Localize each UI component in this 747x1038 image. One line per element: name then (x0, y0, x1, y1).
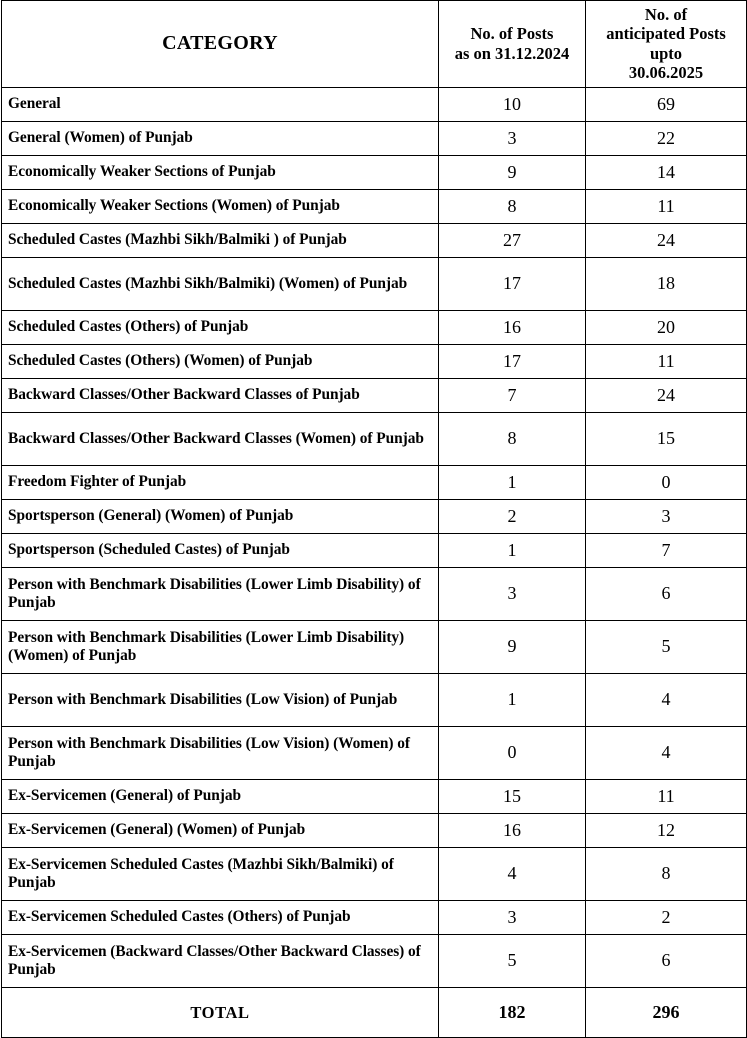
cell-current-posts: 27 (439, 223, 586, 257)
cell-anticipated-posts: 24 (586, 378, 747, 412)
table-row (2, 412, 747, 465)
header-row (2, 1, 747, 88)
cell-category: Ex-Servicemen Scheduled Castes (Mazhbi Sikh/Balmiki) of Punjab (2, 847, 439, 900)
cell-current-posts: 1 (439, 533, 586, 567)
table-row (2, 223, 747, 257)
total-current-posts: 182 (439, 987, 586, 1037)
total-anticipated-posts: 296 (586, 987, 747, 1037)
cell-category: Sportsperson (Scheduled Castes) of Punjab (2, 533, 439, 567)
cell-current-posts: 1 (439, 673, 586, 726)
cell-current-posts: 8 (439, 189, 586, 223)
cell-anticipated-posts: 20 (586, 310, 747, 344)
table-row (2, 934, 747, 987)
cell-category: Sportsperson (General) (Women) of Punjab (2, 499, 439, 533)
cell-category: Backward Classes/Other Backward Classes (Women) of Punjab (2, 412, 439, 465)
cell-category: General (Women) of Punjab (2, 121, 439, 155)
column-header-current-posts-line-1: No. of Posts (470, 24, 554, 44)
cell-anticipated-posts: 22 (586, 121, 747, 155)
table-row (2, 344, 747, 378)
column-header-current-posts (439, 1, 586, 88)
column-header-anticipated-posts-line-4: 30.06.2025 (628, 63, 704, 83)
cell-current-posts: 9 (439, 155, 586, 189)
cell-category: Ex-Servicemen (General) (Women) of Punjab (2, 813, 439, 847)
cell-current-posts: 16 (439, 310, 586, 344)
cell-current-posts: 17 (439, 344, 586, 378)
cell-anticipated-posts: 11 (586, 189, 747, 223)
cell-anticipated-posts: 6 (586, 934, 747, 987)
cell-anticipated-posts: 7 (586, 533, 747, 567)
table-row (2, 87, 747, 121)
cell-category: Backward Classes/Other Backward Classes of Punjab (2, 378, 439, 412)
cell-anticipated-posts: 11 (586, 779, 747, 813)
cell-anticipated-posts: 18 (586, 257, 747, 310)
table-row (2, 847, 747, 900)
cell-current-posts: 7 (439, 378, 586, 412)
cell-anticipated-posts: 11 (586, 344, 747, 378)
cell-anticipated-posts: 6 (586, 567, 747, 620)
cell-current-posts: 10 (439, 87, 586, 121)
cell-anticipated-posts: 4 (586, 673, 747, 726)
column-header-anticipated-posts-line-2: anticipated Posts (606, 24, 726, 44)
cell-current-posts: 3 (439, 567, 586, 620)
table-row (2, 378, 747, 412)
table-header (2, 1, 747, 88)
column-header-current-posts-line-2: as on 31.12.2024 (454, 43, 570, 63)
table-row (2, 533, 747, 567)
cell-current-posts: 5 (439, 934, 586, 987)
table-row (2, 900, 747, 934)
cell-category: Freedom Fighter of Punjab (2, 465, 439, 499)
cell-current-posts: 17 (439, 257, 586, 310)
cell-current-posts: 2 (439, 499, 586, 533)
cell-category: Person with Benchmark Disabilities (Lower Limb Disability) of Punjab (2, 567, 439, 620)
cell-anticipated-posts: 15 (586, 412, 747, 465)
cell-category: Scheduled Castes (Mazhbi Sikh/Balmiki ) of Punjab (2, 223, 439, 257)
cell-anticipated-posts: 12 (586, 813, 747, 847)
cell-category: Person with Benchmark Disabilities (Low Vision) (Women) of Punjab (2, 726, 439, 779)
table-row (2, 673, 747, 726)
cell-current-posts: 4 (439, 847, 586, 900)
cell-category: Person with Benchmark Disabilities (Lower Limb Disability) (Women) of Punjab (2, 620, 439, 673)
cell-anticipated-posts: 8 (586, 847, 747, 900)
cell-category: Ex-Servicemen Scheduled Castes (Others) of Punjab (2, 900, 439, 934)
cell-anticipated-posts: 14 (586, 155, 747, 189)
table-row (2, 155, 747, 189)
posts-by-category-table (1, 0, 747, 1038)
cell-category: Scheduled Castes (Others) of Punjab (2, 310, 439, 344)
table-row (2, 499, 747, 533)
cell-anticipated-posts: 3 (586, 499, 747, 533)
cell-category: Economically Weaker Sections (Women) of Punjab (2, 189, 439, 223)
cell-current-posts: 0 (439, 726, 586, 779)
cell-anticipated-posts: 24 (586, 223, 747, 257)
cell-category: Economically Weaker Sections of Punjab (2, 155, 439, 189)
table-row (2, 189, 747, 223)
cell-category: Ex-Servicemen (General) of Punjab (2, 779, 439, 813)
cell-category: Scheduled Castes (Others) (Women) of Punjab (2, 344, 439, 378)
cell-current-posts: 16 (439, 813, 586, 847)
table-total-row (2, 987, 747, 1037)
cell-anticipated-posts: 69 (586, 87, 747, 121)
column-header-category: CATEGORY (2, 1, 439, 88)
cell-anticipated-posts: 2 (586, 900, 747, 934)
cell-current-posts: 1 (439, 465, 586, 499)
cell-current-posts: 3 (439, 900, 586, 934)
cell-current-posts: 9 (439, 620, 586, 673)
cell-anticipated-posts: 5 (586, 620, 747, 673)
table-row (2, 310, 747, 344)
cell-category: Scheduled Castes (Mazhbi Sikh/Balmiki) (Women) of Punjab (2, 257, 439, 310)
table-row (2, 620, 747, 673)
table-row (2, 779, 747, 813)
column-header-anticipated-posts (586, 1, 747, 88)
column-header-anticipated-posts-line-1: No. of (644, 5, 688, 24)
cell-category: General (2, 87, 439, 121)
cell-anticipated-posts: 0 (586, 465, 747, 499)
cell-category: Ex-Servicemen (Backward Classes/Other Backward Classes) of Punjab (2, 934, 439, 987)
table-row (2, 567, 747, 620)
table-row (2, 121, 747, 155)
table-body (2, 87, 747, 1037)
cell-current-posts: 15 (439, 779, 586, 813)
table-row (2, 257, 747, 310)
cell-anticipated-posts: 4 (586, 726, 747, 779)
total-label: TOTAL (2, 987, 439, 1037)
column-header-anticipated-posts-line-3: upto (649, 43, 683, 63)
cell-category: Person with Benchmark Disabilities (Low Vision) of Punjab (2, 673, 439, 726)
table-row (2, 465, 747, 499)
cell-current-posts: 3 (439, 121, 586, 155)
table-row (2, 813, 747, 847)
table-row (2, 726, 747, 779)
cell-current-posts: 8 (439, 412, 586, 465)
